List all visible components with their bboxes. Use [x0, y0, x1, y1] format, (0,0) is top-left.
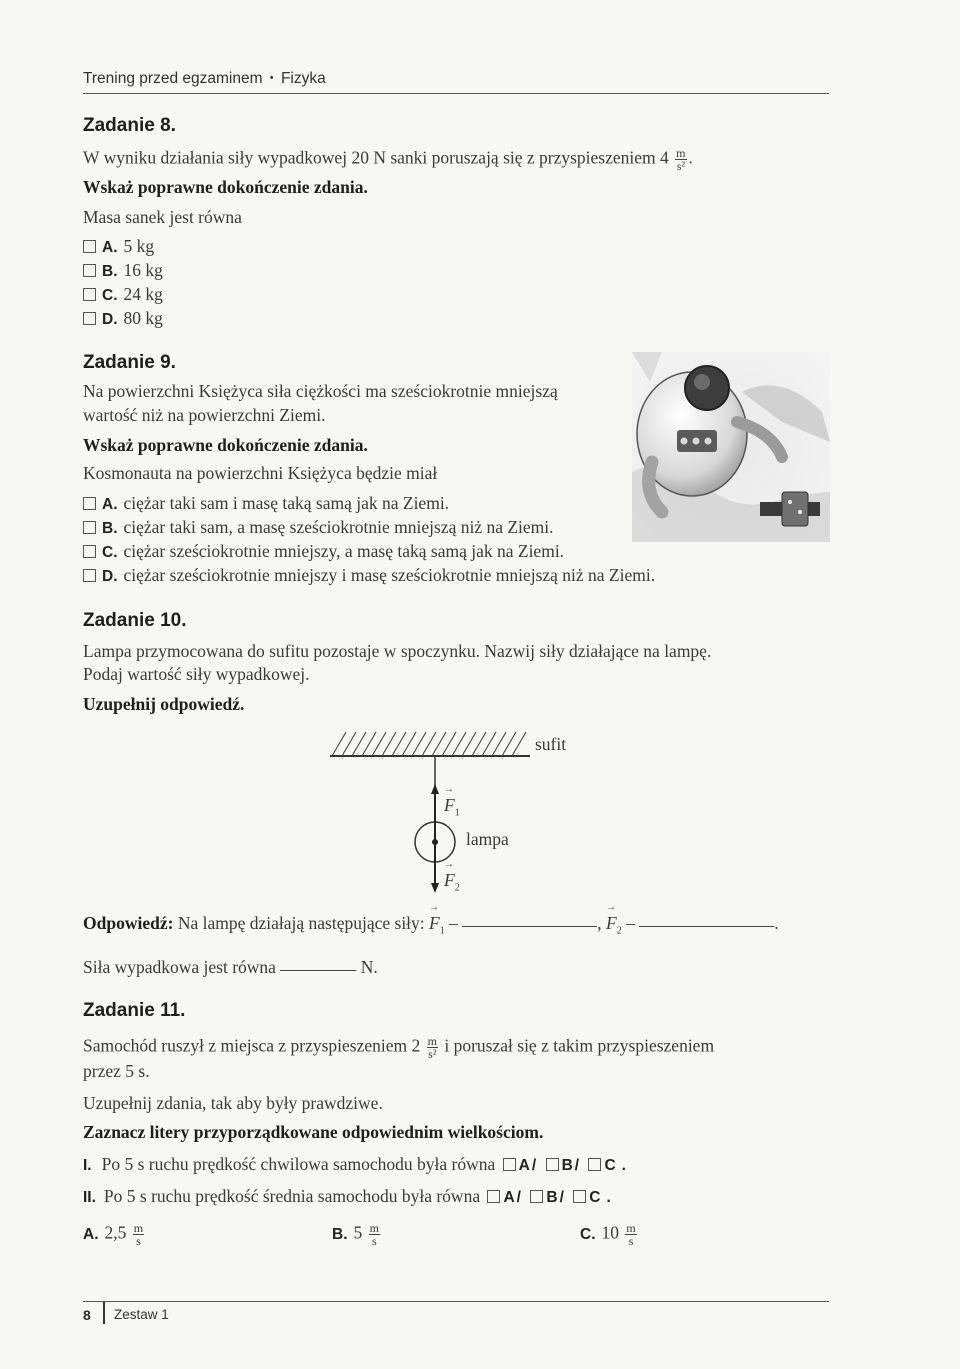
- answer-blank-f2[interactable]: [639, 925, 774, 927]
- checkbox[interactable]: [83, 497, 96, 510]
- force-f2-arrowhead: [431, 883, 439, 893]
- checkbox[interactable]: [83, 240, 96, 253]
- checkbox-a[interactable]: [503, 1158, 516, 1171]
- checkbox-b[interactable]: [530, 1190, 543, 1203]
- checkbox[interactable]: [83, 264, 96, 277]
- force-f1-arrowhead: [431, 784, 439, 794]
- task-10-instruction: Uzupełnij odpowiedź.: [83, 694, 245, 714]
- task-11-answer-c: C. 10 $\frac{m}{s}$: [580, 1221, 636, 1248]
- force-f2-label: → $F_2$: [444, 870, 460, 894]
- task-10-line-1: Lampa przymocowana do sufitu pozostaje w spoczynku. Nazwij siły działające na lampę.: [83, 641, 712, 661]
- running-header: [83, 70, 326, 88]
- task-11-statement-2: II. Po 5 s ruchu prędkość średnia samochodu była równa A / B / C .: [83, 1186, 611, 1206]
- task-8-option-c[interactable]: C. 24 kg: [83, 284, 163, 305]
- checkbox-c[interactable]: [588, 1158, 601, 1171]
- unit-fraction: $\frac{m}{\text{s²}}$: [676, 146, 686, 173]
- task-9-option-d[interactable]: D. ciężar sześciokrotnie mniejszy i masę sześciokrotnie mniejszą niż na Ziemi.: [83, 565, 655, 586]
- header-rule: [83, 93, 829, 94]
- lamp-label: lampa: [466, 829, 509, 849]
- checkbox-a[interactable]: [487, 1190, 500, 1203]
- footer-divider: [103, 1302, 105, 1324]
- task-9-stem: Kosmonauta na powierzchni Księżyca będzie miał: [83, 463, 438, 483]
- checkbox-b[interactable]: [546, 1158, 559, 1171]
- task-9-line-2: wartość niż na powierzchni Ziemi.: [83, 405, 326, 425]
- task-10-title: Zadanie 10.: [83, 610, 187, 631]
- task-10-line-2: Podaj wartość siły wypadkowej.: [83, 664, 310, 684]
- task-11-answer-a: A. 2,5 $\frac{m}{s}$: [83, 1221, 144, 1248]
- header-left: Trening przed egzaminem: [83, 70, 263, 87]
- answer-blank-f1[interactable]: [462, 925, 597, 927]
- task-11-statement-1: I. Po 5 s ruchu prędkość chwilowa samochodu była równa A / B / C .: [83, 1154, 626, 1174]
- checkbox[interactable]: [83, 312, 96, 325]
- checkbox[interactable]: [83, 288, 96, 301]
- task-10-answer: Odpowiedź: Na lampę działają następujące siły: → $F_1$ – , → $F_2$ – .: [83, 913, 779, 937]
- task-9-instruction: Wskaż poprawne dokończenie zdania.: [83, 435, 368, 455]
- task-11-line-3: Uzupełnij zdania, tak aby były prawdziwe.: [83, 1093, 383, 1113]
- task-11-instruction: Zaznacz litery przyporządkowane odpowiednim wielkościom.: [83, 1122, 544, 1142]
- result-blank[interactable]: [280, 969, 356, 971]
- task-11-answer-b: B. 5 $\frac{m}{s}$: [332, 1221, 379, 1248]
- astronaut-photo: [632, 352, 830, 542]
- checkbox[interactable]: [83, 569, 96, 582]
- task-9-line-1: Na powierzchni Księżyca siła ciężkości ma sześciokrotnie mniejszą: [83, 381, 558, 401]
- force-f1-label: → $F_1$: [444, 795, 460, 819]
- ceiling-hatching: [332, 732, 526, 756]
- task-11-title: Zadanie 11.: [83, 1000, 186, 1021]
- unit-fraction: $\frac{m}{\text{s²}}$: [427, 1034, 437, 1061]
- task-8-option-b[interactable]: B. 16 kg: [83, 260, 163, 281]
- task-9-option-c[interactable]: C. ciężar sześciokrotnie mniejszy, a masę taką samą jak na Ziemi.: [83, 541, 564, 562]
- task-8-option-a[interactable]: A. 5 kg: [83, 236, 154, 257]
- footer-set: Zestaw 1: [114, 1307, 169, 1322]
- header-separator: •: [269, 72, 274, 84]
- task-8-stem: Masa sanek jest równa: [83, 207, 242, 227]
- task-10-result: Siła wypadkowa jest równa N.: [83, 957, 378, 977]
- ceiling-label: sufit: [535, 734, 567, 754]
- checkbox[interactable]: [83, 545, 96, 558]
- task-8-text: W wyniku działania siły wypadkowej 20 N sanki poruszają się z przyspieszeniem 4 $\frac{m}{\text{s²}}$ .: [83, 146, 693, 173]
- task-9-option-a[interactable]: A. ciężar taki sam i masę taką samą jak na Ziemi.: [83, 493, 449, 514]
- task-11-line-2: przez 5 s.: [83, 1061, 150, 1081]
- task-11-line-1: Samochód ruszył z miejsca z przyspieszeniem 2 $\frac{m}{\text{s²}}$ i poruszał się z takim przyspieszeniem: [83, 1034, 715, 1061]
- footer-rule: [83, 1301, 829, 1302]
- task-8-option-d[interactable]: D. 80 kg: [83, 308, 163, 329]
- task-9-title: Zadanie 9.: [83, 352, 176, 373]
- page-number: 8: [83, 1307, 91, 1323]
- task-8-title: Zadanie 8.: [83, 115, 176, 136]
- checkbox-c[interactable]: [573, 1190, 586, 1203]
- task-9-option-b[interactable]: B. ciężar taki sam, a masę sześciokrotnie mniejszą niż na Ziemi.: [83, 517, 554, 538]
- task-8-instruction: Wskaż poprawne dokończenie zdania.: [83, 177, 368, 197]
- checkbox[interactable]: [83, 521, 96, 534]
- header-right: Fizyka: [280, 70, 326, 87]
